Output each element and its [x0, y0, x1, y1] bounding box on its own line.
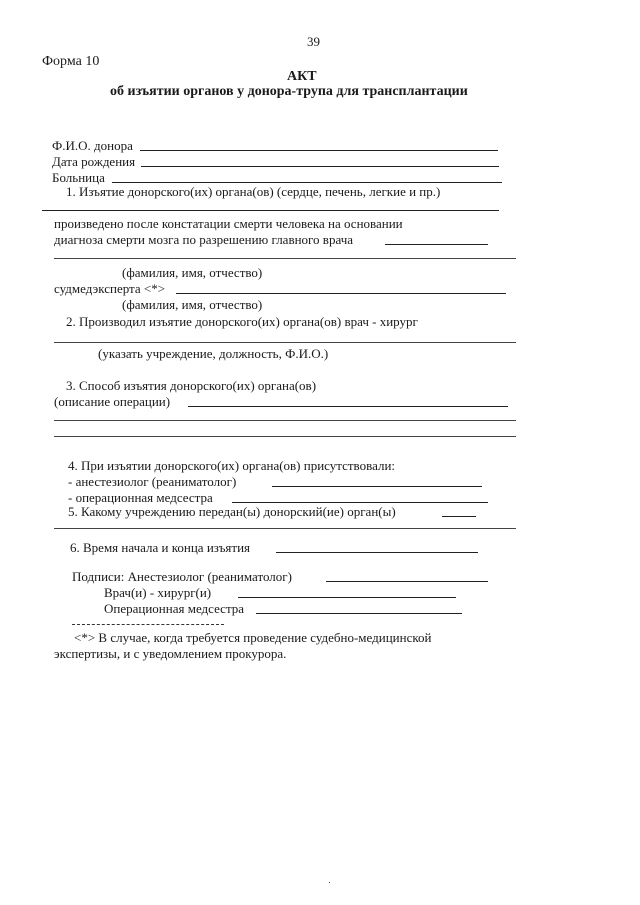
sig-anesthesiologist-line[interactable]	[326, 581, 488, 582]
section1-hint1: (фамилия, имя, отчество)	[122, 265, 263, 280]
birth-date-label: Дата рождения	[52, 154, 136, 169]
forensic-label: судмедэксперта <*>	[54, 281, 166, 296]
page-number: 39	[307, 34, 320, 49]
signatures-label: Подписи: Анестезиолог (реаниматолог)	[72, 569, 292, 584]
section1-text1: произведено после констатации смерти человека на основании	[54, 216, 403, 231]
section1-blank-line2[interactable]	[54, 258, 516, 259]
anesthesiologist-label: - анестезиолог (реаниматолог)	[68, 474, 237, 489]
nurse-line[interactable]	[232, 502, 488, 503]
section1-blank-line[interactable]	[42, 210, 499, 211]
nurse-label: - операционная медсестра	[68, 490, 213, 505]
footnote-line2: экспертизы, и с уведомлением прокурора.	[54, 646, 287, 661]
section5-heading: 5. Какому учреждению передан(ы) донорский(ие) орган(ы)	[68, 504, 396, 519]
footnote-separator	[72, 624, 224, 625]
section3-heading: 3. Способ изъятия донорского(их) органа(ов)	[66, 378, 317, 393]
operation-line1[interactable]	[188, 406, 508, 407]
section2-heading: 2. Производил изъятие донорского(их) органа(ов) врач - хирург	[66, 314, 418, 329]
birth-date-line[interactable]	[141, 166, 499, 167]
section5-short-line[interactable]	[442, 516, 476, 517]
sig-nurse-line[interactable]	[256, 613, 462, 614]
section1-heading: 1. Изъятие донорского(их) органа(ов) (сердце, печень, легкие и пр.)	[66, 184, 441, 199]
sig-surgeon-line[interactable]	[238, 597, 456, 598]
document-subtitle: об изъятии органов у донора-трупа для трансплантации	[110, 84, 468, 99]
scan-speck	[329, 882, 330, 883]
chief-doctor-line[interactable]	[385, 244, 488, 245]
section3-sub: (описание операции)	[54, 394, 171, 409]
section4-heading: 4. При изъятии донорского(их) органа(ов) присутствовали:	[68, 458, 396, 473]
hospital-label: Больница	[52, 170, 105, 185]
document-title: АКТ	[287, 69, 317, 84]
anesthesiologist-line[interactable]	[272, 486, 482, 487]
section1-text2: диагноза смерти мозга по разрешению главного врача	[54, 232, 353, 247]
sig-nurse-label: Операционная медсестра	[104, 601, 245, 616]
section5-blank-line[interactable]	[54, 528, 516, 529]
section2-blank-line[interactable]	[54, 342, 516, 343]
donor-name-line[interactable]	[140, 150, 498, 151]
donor-name-label: Ф.И.О. донора	[52, 138, 133, 153]
sig-surgeon-label: Врач(и) - хирург(и)	[104, 585, 212, 600]
section1-hint2: (фамилия, имя, отчество)	[122, 297, 263, 312]
operation-line3[interactable]	[54, 436, 516, 437]
section6-heading: 6. Время начала и конца изъятия	[70, 540, 251, 555]
time-line[interactable]	[276, 552, 478, 553]
forensic-line[interactable]	[176, 293, 506, 294]
hospital-line[interactable]	[112, 182, 502, 183]
section2-hint: (указать учреждение, должность, Ф.И.О.)	[98, 346, 329, 361]
form-label: Форма 10	[42, 54, 100, 69]
operation-line2[interactable]	[54, 420, 516, 421]
footnote-line1: <*> В случае, когда требуется проведение судебно-медицинской	[74, 630, 432, 645]
